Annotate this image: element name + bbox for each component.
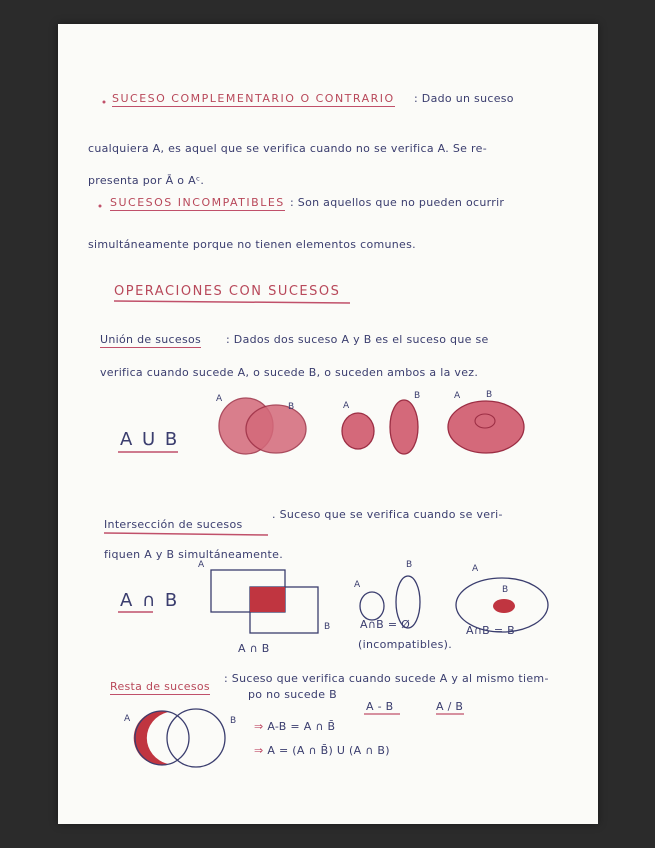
difference-label-b: B [230, 716, 237, 726]
disjoint-note: (incompatibles). [358, 638, 453, 651]
union-title: Unión de sucesos [100, 333, 202, 346]
difference-notation-2: A / B [436, 700, 464, 713]
bullet-dot [103, 101, 106, 104]
intersection-line1: . Suceso que se verifica cuando se veri- [272, 508, 503, 521]
disjoint-label-a: A [354, 580, 361, 590]
nested-label-a: A [472, 564, 479, 574]
union-diagram-disjoint [342, 400, 418, 454]
section-underline [114, 301, 350, 303]
complement-title: SUCESO COMPLEMENTARIO O CONTRARIO [112, 92, 395, 105]
union-notation: A U B [120, 429, 180, 450]
set-a-circle [342, 413, 374, 449]
bullet-dot [99, 205, 102, 208]
incompatible-line1: : Son aquellos que no pueden ocurrir [290, 196, 505, 209]
complement-line1: : Dado un suceso [414, 92, 514, 105]
title-underline [104, 533, 268, 535]
arrow-icon: ⇒ [254, 744, 264, 757]
union-label-b: B [288, 402, 295, 412]
set-a-ellipse [448, 401, 524, 453]
nested-label-b: B [502, 585, 509, 595]
intersection-line2: fiquen A y B simultáneamente. [104, 548, 283, 561]
difference-diagram [134, 709, 225, 767]
rect-caption: A ∩ B [238, 642, 270, 655]
intersection-rect-diagram [211, 570, 318, 633]
union-label-b: B [486, 390, 493, 400]
rect-label-b: B [324, 622, 331, 632]
arrow-icon: ⇒ [254, 720, 264, 733]
union-label-b: B [414, 391, 421, 401]
union-label-a: A [216, 394, 223, 404]
difference-formula-1: ⇒ A-B = A ∩ B̄ [254, 720, 336, 733]
disjoint-result: A∩B = Ø [360, 618, 411, 631]
difference-line1: : Suceso que verifica cuando sucede A y al mismo tiem- [224, 672, 549, 685]
union-label-a: A [343, 401, 350, 411]
intersection-notation: A ∩ B [120, 590, 180, 611]
rect-label-a: A [198, 560, 205, 570]
incompatible-line2: simultáneamente porque no tienen elementos comunes. [88, 238, 416, 251]
difference-notation-1: A - B [366, 700, 394, 713]
union-diagram-nested [448, 401, 524, 453]
set-b-filled [493, 599, 515, 613]
union-line1: : Dados dos suceso A y B es el suceso que se [226, 333, 489, 346]
complement-line3: presenta por Ā o Aᶜ. [88, 174, 205, 187]
operations-title: OPERACIONES CON SUCESOS [114, 284, 341, 299]
difference-fill [134, 711, 168, 765]
difference-formula-2: ⇒ A = (A ∩ B̄) U (A ∩ B) [254, 744, 390, 757]
difference-line2: po no sucede B [248, 688, 337, 701]
set-b-ellipse [390, 400, 418, 454]
set-b-ellipse [246, 405, 306, 453]
difference-title: Resta de sucesos [110, 680, 210, 693]
set-b-circle [167, 709, 225, 767]
complement-line2: cualquiera A, es aquel que se verifica cuando no se verifica A. Se re- [88, 142, 487, 155]
incompatible-title: SUCESOS INCOMPATIBLES [110, 196, 285, 209]
nested-result: A∩B = B [466, 624, 515, 637]
set-a-circle [360, 592, 384, 620]
intersection-title: Intersección de sucesos [104, 518, 243, 531]
union-line2: verifica cuando sucede A, o sucede B, o suceden ambos a la vez. [100, 366, 479, 379]
difference-label-a: A [124, 714, 131, 724]
disjoint-label-b: B [406, 560, 413, 570]
union-label-a: A [454, 391, 461, 401]
notebook-page [58, 24, 598, 824]
intersection-fill [250, 587, 285, 612]
